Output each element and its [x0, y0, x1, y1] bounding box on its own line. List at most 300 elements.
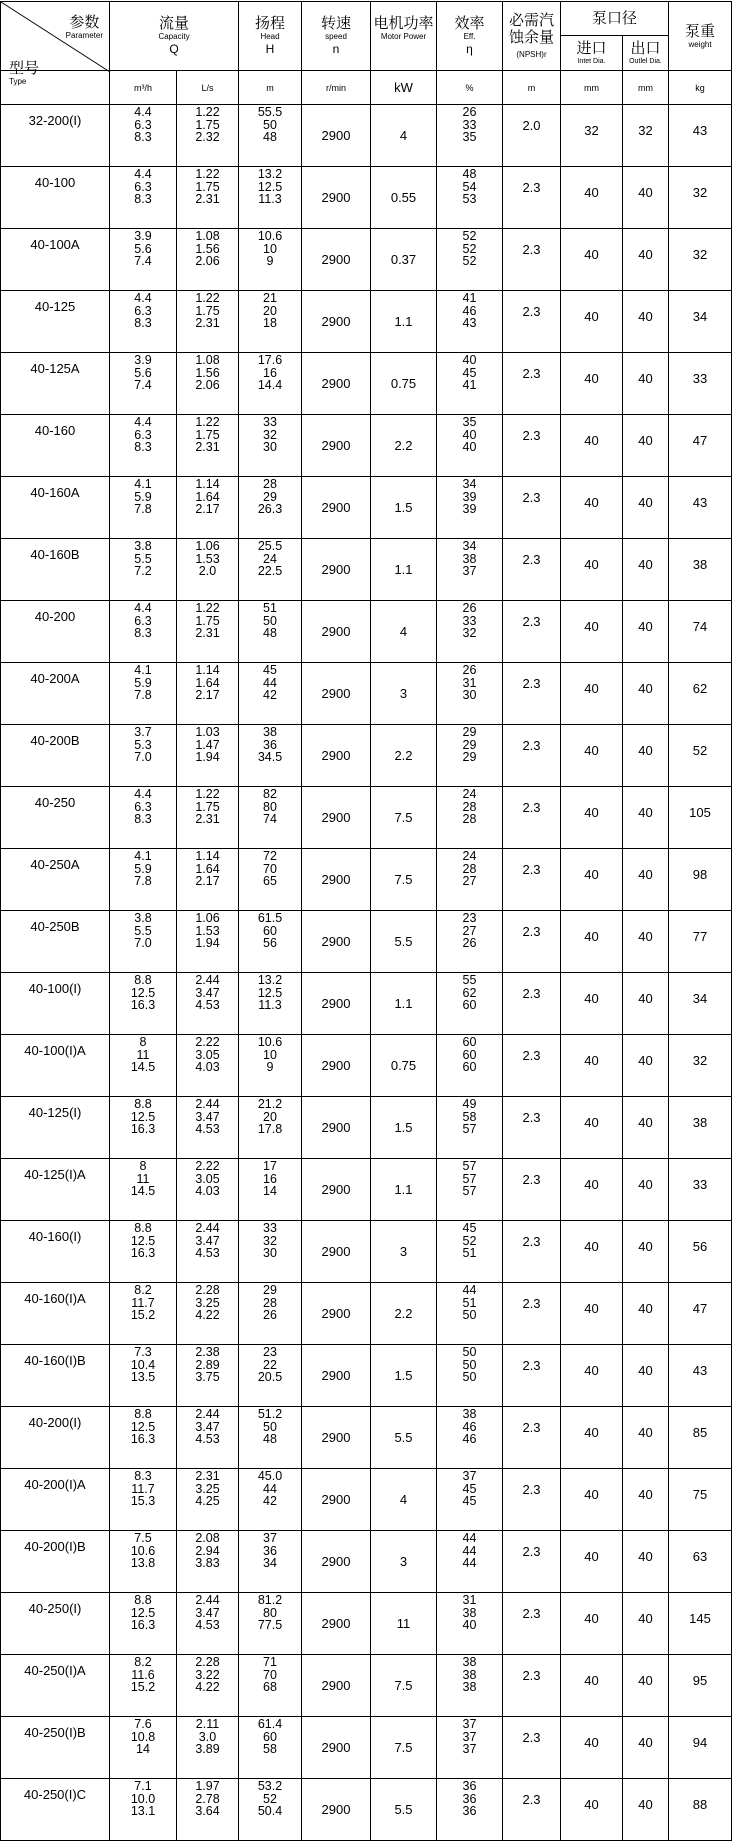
flow-ls-cell-value: 1.14 [195, 663, 220, 677]
efficiency-cell-value: 28 [462, 812, 477, 826]
flow-ls-cell [177, 1779, 239, 1841]
flow-ls-cell-value: 3.0 [198, 1729, 217, 1744]
efficiency-cell [437, 1593, 503, 1655]
flow-ls-cell-value: 3.47 [195, 1233, 220, 1248]
flow-ls-cell-value: 1.14 [195, 849, 220, 863]
npsh-cell: 2.3 [503, 1283, 561, 1345]
efficiency-cell [437, 1221, 503, 1283]
head-cell-value: 55.5 [257, 105, 283, 119]
speed-cell: 2900 [302, 229, 371, 291]
efficiency-cell-value: 57 [462, 1184, 477, 1198]
flow-m3h-cell-value: 7.1 [134, 1779, 152, 1793]
efficiency-cell [437, 1345, 503, 1407]
flow-ls-cell-value: 1.22 [195, 105, 220, 119]
flow-m3h-cell-value: 12.5 [130, 1233, 156, 1248]
head-cell-value: 12.5 [257, 179, 283, 194]
flow-ls-cell [177, 601, 239, 663]
flow-ls-cell [177, 105, 239, 167]
flow-m3h-cell-value: 10.8 [130, 1729, 156, 1744]
table-row [1, 1407, 732, 1469]
model-cell: 40-200(I) [1, 1407, 110, 1469]
flow-ls-cell-value: 3.25 [195, 1295, 220, 1310]
flow-ls-cell-value: 1.75 [195, 427, 220, 442]
power-cell: 3 [371, 1221, 437, 1283]
outlet-cell: 40 [623, 1221, 669, 1283]
speed-cell: 2900 [302, 353, 371, 415]
head-cell [239, 849, 302, 911]
weight-cell: 32 [669, 229, 732, 291]
npsh-cell: 2.3 [503, 1717, 561, 1779]
head-cell-value: 26 [263, 1308, 277, 1322]
flow-ls-cell-value: 1.94 [195, 750, 220, 764]
head-cell [239, 787, 302, 849]
outlet-cell: 40 [623, 477, 669, 539]
flow-m3h-cell-value: 15.2 [130, 1308, 156, 1322]
head-cell-value: 33 [263, 415, 277, 429]
head-cell [239, 291, 302, 353]
flow-m3h-cell [110, 1221, 177, 1283]
flow-ls-cell-value: 1.97 [195, 1779, 220, 1793]
power-cell: 7.5 [371, 1717, 437, 1779]
model-cell: 40-250(I)B [1, 1717, 110, 1779]
power-cell: 4 [371, 601, 437, 663]
flow-ls-cell-value: 3.47 [195, 985, 220, 1000]
head-cell-value: 77.5 [257, 1618, 283, 1632]
table-row [1, 725, 732, 787]
efficiency-cell-value: 45 [462, 1494, 477, 1508]
flow-ls-cell-value: 1.22 [195, 291, 220, 305]
unit-cell: r/min [302, 71, 371, 105]
flow-m3h-cell [110, 601, 177, 663]
flow-ls-cell-value: 1.75 [195, 303, 220, 318]
outlet-cell: 40 [623, 415, 669, 477]
head-cell-value: 16 [263, 365, 277, 380]
head-cell-value: 28 [263, 477, 277, 491]
efficiency-cell-value: 36 [462, 1779, 477, 1793]
flow-m3h-cell [110, 1779, 177, 1841]
flow-ls-cell-value: 2.78 [195, 1791, 220, 1806]
weight-cell: 34 [669, 973, 732, 1035]
header-head: 扬程 Head H [239, 2, 302, 71]
efficiency-cell-value: 24 [462, 849, 477, 863]
flow-m3h-cell [110, 1283, 177, 1345]
inlet-cell: 40 [561, 849, 623, 911]
flow-m3h-cell-value: 14.5 [130, 1184, 156, 1198]
outlet-cell: 40 [623, 1531, 669, 1593]
flow-m3h-cell-value: 4.4 [134, 105, 152, 119]
weight-cell: 33 [669, 353, 732, 415]
outlet-cell: 40 [623, 973, 669, 1035]
flow-m3h-cell [110, 477, 177, 539]
efficiency-cell [437, 1097, 503, 1159]
flow-ls-cell-value: 2.44 [195, 1593, 220, 1607]
flow-ls-cell-value: 1.03 [195, 725, 220, 739]
flow-ls-cell-value: 1.56 [195, 241, 220, 256]
efficiency-cell [437, 415, 503, 477]
efficiency-cell-value: 45 [462, 1221, 477, 1235]
head-cell [239, 415, 302, 477]
flow-m3h-cell-value: 4.1 [134, 663, 152, 677]
efficiency-cell-value: 29 [462, 737, 477, 752]
head-cell [239, 1221, 302, 1283]
flow-ls-cell [177, 1159, 239, 1221]
flow-ls-cell-value: 1.22 [195, 601, 220, 615]
efficiency-cell [437, 539, 503, 601]
flow-ls-cell-value: 2.28 [195, 1283, 220, 1297]
speed-cell: 2900 [302, 1097, 371, 1159]
efficiency-cell-value: 34 [462, 539, 477, 553]
weight-cell: 98 [669, 849, 732, 911]
flow-m3h-cell-value: 5.9 [134, 675, 152, 690]
flow-m3h-cell-value: 5.9 [134, 861, 152, 876]
inlet-cell: 40 [561, 291, 623, 353]
outlet-cell: 40 [623, 787, 669, 849]
table-row [1, 353, 732, 415]
efficiency-cell-value: 50 [462, 1308, 477, 1322]
flow-ls-cell-value: 4.53 [195, 1618, 220, 1632]
efficiency-cell-value: 45 [462, 365, 477, 380]
head-cell-value: 30 [263, 1246, 277, 1260]
model-cell: 40-160A [1, 477, 110, 539]
flow-ls-cell-value: 2.94 [195, 1543, 220, 1558]
efficiency-cell-value: 31 [462, 675, 477, 690]
flow-ls-cell-value: 4.22 [195, 1680, 220, 1694]
speed-cell: 2900 [302, 1717, 371, 1779]
flow-m3h-cell-value: 13.1 [130, 1804, 156, 1818]
efficiency-cell-value: 38 [462, 1667, 477, 1682]
table-row [1, 1717, 732, 1779]
power-cell: 0.75 [371, 1035, 437, 1097]
efficiency-cell-value: 38 [462, 1680, 477, 1694]
header-outlet: 出口 Outlel Dia. [623, 36, 669, 71]
power-cell: 4 [371, 105, 437, 167]
head-cell-value: 81.2 [257, 1593, 283, 1607]
efficiency-cell-value: 51 [462, 1295, 477, 1310]
efficiency-cell [437, 291, 503, 353]
flow-m3h-cell-value: 5.6 [134, 365, 152, 380]
efficiency-cell-value: 27 [462, 874, 477, 888]
efficiency-cell [437, 663, 503, 725]
speed-cell: 2900 [302, 601, 371, 663]
head-cell-value: 20.5 [257, 1370, 283, 1384]
head-cell-value: 51.2 [257, 1407, 283, 1421]
head-cell [239, 105, 302, 167]
table-row [1, 415, 732, 477]
npsh-cell: 2.3 [503, 787, 561, 849]
outlet-cell: 40 [623, 1779, 669, 1841]
flow-ls-cell-value: 2.22 [195, 1159, 220, 1173]
flow-ls-cell-value: 3.05 [195, 1047, 220, 1062]
speed-cell: 2900 [302, 663, 371, 725]
head-cell [239, 1097, 302, 1159]
inlet-cell: 32 [561, 105, 623, 167]
head-cell-value: 38 [263, 725, 277, 739]
power-cell: 1.1 [371, 1159, 437, 1221]
flow-ls-cell-value: 1.75 [195, 117, 220, 132]
flow-ls-cell-value: 2.22 [195, 1035, 220, 1049]
efficiency-cell-value: 29 [462, 750, 477, 764]
outlet-cell: 40 [623, 539, 669, 601]
power-cell: 2.2 [371, 415, 437, 477]
efficiency-cell [437, 1531, 503, 1593]
head-cell-value: 32 [263, 427, 277, 442]
efficiency-cell-value: 28 [462, 799, 477, 814]
weight-cell: 47 [669, 1283, 732, 1345]
flow-ls-cell-value: 1.22 [195, 167, 220, 181]
efficiency-cell-value: 60 [462, 1047, 477, 1062]
flow-m3h-cell-value: 5.5 [134, 923, 152, 938]
head-cell [239, 601, 302, 663]
flow-ls-cell-value: 2.06 [195, 254, 220, 268]
header-weight: 泵重 weight [669, 2, 732, 71]
efficiency-cell-value: 55 [462, 973, 477, 987]
npsh-cell: 2.3 [503, 849, 561, 911]
flow-ls-cell-value: 3.83 [195, 1556, 220, 1570]
table-row [1, 1345, 732, 1407]
flow-ls-cell [177, 725, 239, 787]
speed-cell: 2900 [302, 849, 371, 911]
inlet-cell: 40 [561, 1035, 623, 1097]
head-cell-value: 37 [263, 1531, 277, 1545]
flow-m3h-cell [110, 1159, 177, 1221]
efficiency-cell-value: 36 [462, 1804, 477, 1818]
efficiency-cell-value: 38 [462, 1605, 477, 1620]
efficiency-cell-value: 62 [462, 985, 477, 1000]
npsh-cell: 2.3 [503, 1035, 561, 1097]
flow-ls-cell-value: 4.03 [195, 1060, 220, 1074]
flow-m3h-cell-value: 8 [139, 1159, 147, 1173]
flow-m3h-cell [110, 787, 177, 849]
efficiency-cell-value: 37 [462, 564, 477, 578]
npsh-cell: 2.3 [503, 1779, 561, 1841]
unit-cell: kg [669, 71, 732, 105]
model-label: 型号 Type [9, 60, 40, 86]
head-cell-value: 9 [266, 1060, 274, 1074]
flow-m3h-cell-value: 7.2 [134, 564, 152, 578]
header-param-model [1, 2, 110, 86]
speed-cell: 2900 [302, 1345, 371, 1407]
head-cell [239, 911, 302, 973]
outlet-cell: 32 [623, 105, 669, 167]
head-cell-value: 51 [263, 601, 277, 615]
head-cell [239, 1469, 302, 1531]
head-cell-value: 10.6 [257, 229, 283, 243]
weight-cell: 77 [669, 911, 732, 973]
speed-cell: 2900 [302, 1593, 371, 1655]
speed-cell: 2900 [302, 725, 371, 787]
flow-m3h-cell-value: 8.3 [134, 626, 152, 640]
head-cell-value: 50 [263, 117, 277, 132]
efficiency-cell-value: 40 [462, 440, 477, 454]
unit-cell: mm [623, 71, 669, 105]
flow-m3h-cell-value: 12.5 [130, 1419, 156, 1434]
speed-cell: 2900 [302, 1469, 371, 1531]
head-cell-value: 36 [263, 737, 277, 752]
flow-m3h-cell-value: 8.2 [134, 1655, 152, 1669]
head-cell-value: 10 [263, 241, 277, 256]
npsh-cell: 2.3 [503, 415, 561, 477]
table-row [1, 229, 732, 291]
head-cell [239, 1159, 302, 1221]
flow-m3h-cell [110, 1531, 177, 1593]
table-row [1, 1221, 732, 1283]
flow-ls-cell-value: 1.22 [195, 787, 220, 801]
outlet-cell: 40 [623, 1035, 669, 1097]
inlet-cell: 40 [561, 539, 623, 601]
model-cell: 40-125 [1, 291, 110, 353]
header-inlet: 进口 Intet Dia. [561, 36, 623, 71]
flow-m3h-cell-value: 16.3 [130, 1432, 156, 1446]
weight-cell: 85 [669, 1407, 732, 1469]
flow-m3h-cell [110, 725, 177, 787]
inlet-cell: 40 [561, 167, 623, 229]
flow-m3h-cell [110, 911, 177, 973]
table-row [1, 601, 732, 663]
efficiency-cell-value: 26 [462, 105, 477, 119]
flow-m3h-cell-value: 4.4 [134, 415, 152, 429]
power-cell: 1.1 [371, 973, 437, 1035]
unit-cell: m [503, 71, 561, 105]
npsh-cell: 2.3 [503, 477, 561, 539]
flow-ls-cell-value: 1.22 [195, 415, 220, 429]
flow-m3h-cell [110, 1345, 177, 1407]
weight-cell: 38 [669, 1097, 732, 1159]
power-cell: 4 [371, 1469, 437, 1531]
efficiency-cell-value: 35 [462, 130, 477, 144]
flow-ls-cell-value: 1.64 [195, 489, 220, 504]
head-cell-value: 48 [263, 130, 277, 144]
inlet-cell: 40 [561, 787, 623, 849]
inlet-cell: 40 [561, 1221, 623, 1283]
weight-cell: 95 [669, 1655, 732, 1717]
weight-cell: 32 [669, 1035, 732, 1097]
header-speed: 转速 speed n [302, 2, 371, 71]
flow-ls-cell-value: 1.64 [195, 675, 220, 690]
flow-m3h-cell-value: 5.3 [134, 737, 152, 752]
flow-ls-cell [177, 291, 239, 353]
head-cell [239, 663, 302, 725]
efficiency-cell-value: 34 [462, 477, 477, 491]
head-cell-value: 10.6 [257, 1035, 283, 1049]
head-cell [239, 1035, 302, 1097]
flow-ls-cell-value: 1.53 [195, 551, 220, 566]
inlet-cell: 40 [561, 229, 623, 291]
flow-m3h-cell-value: 4.4 [134, 291, 152, 305]
efficiency-cell-value: 40 [462, 353, 477, 367]
efficiency-cell-value: 40 [462, 427, 477, 442]
head-cell-value: 20 [263, 1109, 277, 1124]
flow-m3h-cell-value: 5.5 [134, 551, 152, 566]
head-cell-value: 56 [263, 936, 277, 950]
flow-m3h-cell [110, 1035, 177, 1097]
weight-cell: 56 [669, 1221, 732, 1283]
flow-m3h-cell-value: 6.3 [134, 799, 152, 814]
model-cell: 32-200(I) [1, 105, 110, 167]
inlet-cell: 40 [561, 1469, 623, 1531]
npsh-cell: 2.3 [503, 1221, 561, 1283]
header-npsh: 必需汽蚀余量 (NPSH)r [503, 2, 561, 71]
head-cell [239, 725, 302, 787]
table-row [1, 849, 732, 911]
header-power: 电机功率 Motor Power [371, 2, 437, 71]
weight-cell: 33 [669, 1159, 732, 1221]
flow-ls-cell-value: 3.47 [195, 1109, 220, 1124]
head-cell-value: 9 [266, 254, 274, 268]
head-cell-value: 26.3 [257, 502, 283, 516]
flow-ls-cell-value: 1.56 [195, 365, 220, 380]
weight-cell: 74 [669, 601, 732, 663]
speed-cell: 2900 [302, 105, 371, 167]
outlet-cell: 40 [623, 291, 669, 353]
flow-ls-cell-value: 2.38 [195, 1345, 220, 1359]
unit-cell: L/s [177, 71, 239, 105]
flow-m3h-cell-value: 3.9 [134, 353, 152, 367]
inlet-cell: 40 [561, 1779, 623, 1841]
inlet-cell: 40 [561, 415, 623, 477]
flow-ls-cell-value: 2.17 [195, 688, 220, 702]
speed-cell: 2900 [302, 477, 371, 539]
head-cell [239, 167, 302, 229]
weight-cell: 43 [669, 105, 732, 167]
head-cell-value: 22 [263, 1357, 277, 1372]
table-row [1, 539, 732, 601]
weight-cell: 34 [669, 291, 732, 353]
inlet-cell: 40 [561, 477, 623, 539]
head-cell-value: 17.8 [257, 1122, 283, 1136]
efficiency-cell-value: 37 [462, 1469, 477, 1483]
head-cell-value: 52 [263, 1791, 277, 1806]
efficiency-cell-value: 33 [462, 117, 477, 132]
efficiency-cell [437, 911, 503, 973]
head-cell-value: 21.2 [257, 1097, 283, 1111]
outlet-cell: 40 [623, 1717, 669, 1779]
flow-m3h-cell-value: 4.1 [134, 477, 152, 491]
flow-m3h-cell-value: 8.3 [134, 1469, 152, 1483]
flow-ls-cell [177, 849, 239, 911]
head-cell [239, 1655, 302, 1717]
flow-ls-cell-value: 2.44 [195, 973, 220, 987]
flow-ls-cell-value: 3.89 [195, 1742, 220, 1756]
flow-m3h-cell-value: 5.6 [134, 241, 152, 256]
head-cell-value: 70 [263, 1667, 277, 1682]
head-cell-value: 80 [263, 799, 277, 814]
speed-cell: 2900 [302, 1035, 371, 1097]
flow-ls-cell [177, 1531, 239, 1593]
efficiency-cell-value: 41 [462, 378, 477, 392]
weight-cell: 32 [669, 167, 732, 229]
flow-m3h-cell-value: 11.7 [131, 1481, 155, 1496]
flow-ls-cell [177, 1717, 239, 1779]
inlet-cell: 40 [561, 1159, 623, 1221]
power-cell: 0.75 [371, 353, 437, 415]
efficiency-cell-value: 49 [462, 1097, 477, 1111]
flow-ls-cell [177, 787, 239, 849]
npsh-cell: 2.3 [503, 291, 561, 353]
speed-cell: 2900 [302, 1407, 371, 1469]
head-cell-value: 11.3 [258, 998, 282, 1012]
unit-cell: kW [371, 71, 437, 105]
outlet-cell: 40 [623, 1097, 669, 1159]
head-cell-value: 74 [263, 812, 277, 826]
head-cell-value: 13.2 [257, 167, 283, 181]
efficiency-cell-value: 50 [462, 1370, 477, 1384]
efficiency-cell-value: 46 [462, 1432, 477, 1446]
unit-cell: mm [561, 71, 623, 105]
table-row [1, 1779, 732, 1841]
head-cell [239, 539, 302, 601]
flow-m3h-cell-value: 8.8 [134, 1593, 152, 1607]
efficiency-cell-value: 60 [462, 1060, 477, 1074]
